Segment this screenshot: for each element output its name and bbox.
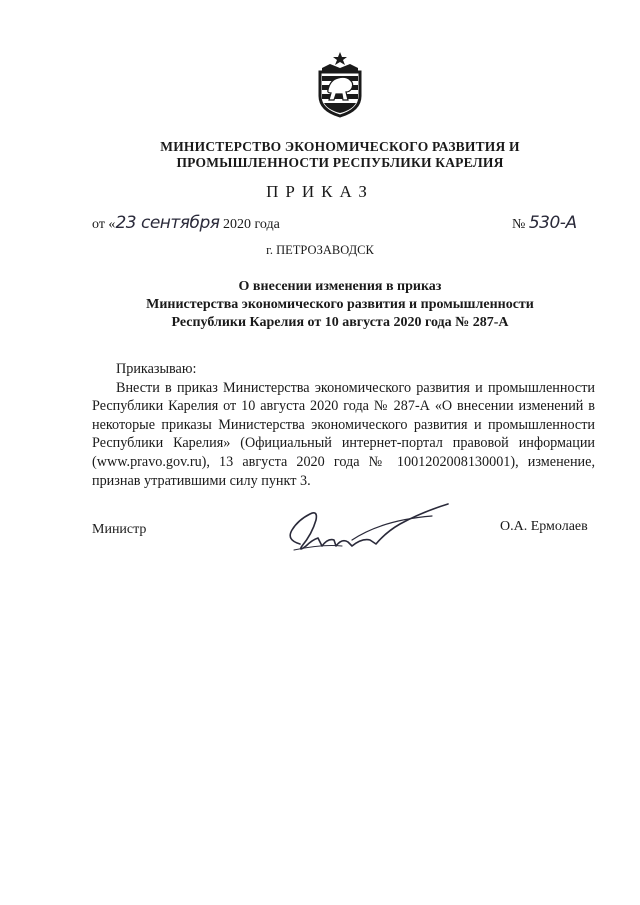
subject-line-3: Республики Карелия от 10 августа 2020 года № 287-А xyxy=(171,315,509,330)
date-prefix: от « xyxy=(92,217,116,232)
signatory-title: Министр xyxy=(92,522,147,537)
ministry-line-1: МИНИСТЕРСТВО ЭКОНОМИЧЕСКОГО РАЗВИТИЯ И xyxy=(160,139,520,154)
ministry-name xyxy=(110,139,570,171)
city-name: г. ПЕТРОЗАВОДСК xyxy=(266,243,374,257)
order-body xyxy=(92,360,595,490)
body-paragraph-order: Приказываю: xyxy=(116,361,197,377)
karelia-coat-of-arms-icon xyxy=(316,50,364,118)
body-paragraph-main: Внести в приказ Министерства экономического развития и промышленности Республики Карелия от 10 августа 2020 года № 287-А «О внесении изменений в некоторые приказы Министерства экономического развития и промышленности Республики Карелия» (Официальный интернет-портал правовой информации (www.pravo.gov.ru), 13 августа 2020 года № 1001202008130001), изменение, признав утратившими силу пункт 3. xyxy=(92,379,595,489)
order-date xyxy=(92,213,280,233)
subject-line-1: О внесении изменения в приказ xyxy=(238,279,442,294)
number-handwritten: 530-А xyxy=(528,213,577,233)
ministry-line-2: ПРОМЫШЛЕННОСТИ РЕСПУБЛИКИ КАРЕЛИЯ xyxy=(176,155,504,170)
document-type-title: ПРИКАЗ xyxy=(266,182,374,201)
number-prefix: № xyxy=(512,217,526,232)
order-number xyxy=(512,213,577,233)
handwritten-signature-icon xyxy=(282,500,452,560)
signatory-name: О.А. Ермолаев xyxy=(500,519,588,534)
date-suffix: 2020 года xyxy=(223,217,280,232)
date-handwritten: 23 сентября xyxy=(115,213,220,233)
subject-line-2: Министерства экономического развития и промышленности xyxy=(146,297,534,312)
order-subject xyxy=(110,278,570,332)
